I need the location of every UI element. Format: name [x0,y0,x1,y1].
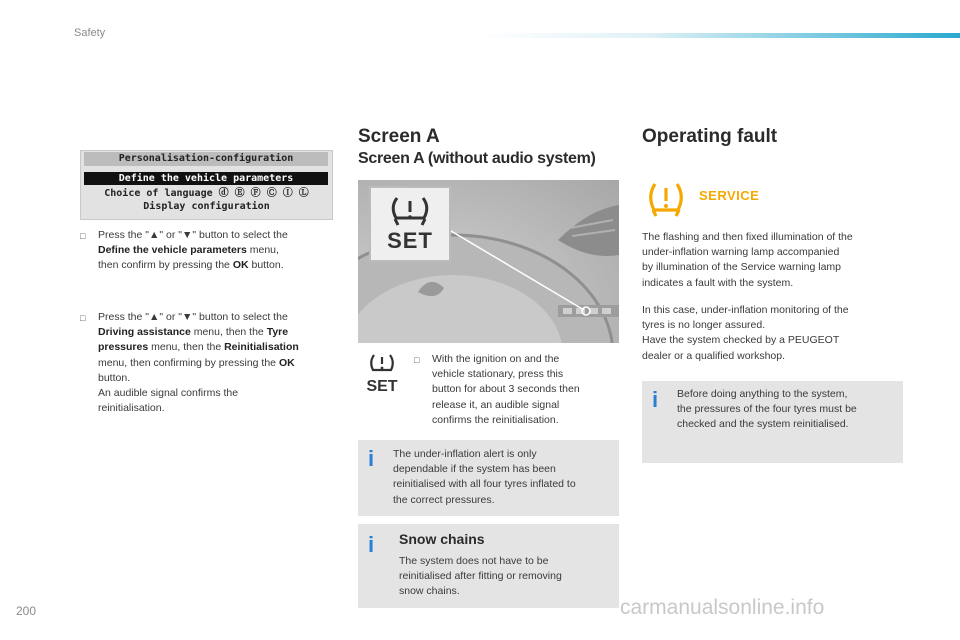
set-icon-label: SET [366,378,398,395]
watermark: carmanualsonline.info [620,596,825,619]
square-bullet-icon: □ [414,355,420,365]
set-button-illustration [369,186,451,262]
operating-fault-heading: Operating fault [642,126,778,147]
square-bullet-icon: □ [80,231,86,241]
step-press-set-button: With the ignition on and the vehicle stationary, press this button for about 3 seconds then release it, an audible signal confirms the reinitialisation. [432,353,580,426]
header-accent-bar [480,33,960,38]
set-label: SET [387,228,433,253]
snow-chains-title: Snow chains [399,531,485,547]
info-box-snow-chains [358,524,619,608]
info-box-before-reinitialising [642,381,903,463]
info-icon: i [368,446,375,471]
page-number: 200 [16,604,37,618]
lcd-title: Personalisation-configuration [84,152,328,166]
lcd-display-line: Display configuration [143,201,270,212]
screen-a-heading: Screen A [358,126,440,147]
step-select-reinitialisation: Press the "▲" or "▼" button to select the Driving assistance menu, then the Tyre pressures menu, then the Reinitialisation menu, then confirming by pressing the OK button. An audible signal confirms the reinitialisation. [98,311,299,415]
service-warning-label: SERVICE [699,188,760,203]
fault-description: The flashing and then fixed illumination of the under-inflation warning lamp accompanied by illumination of the Service warning lamp indicates a fault with the system. [642,231,853,289]
info-text: The under-inflation alert is only dependable if the system has been reinitialised with all four tyres inflated to the correct pressures. [393,448,576,506]
lcd-language-line: Choice of language ⓓ Ⓔ Ⓕ Ⓒ Ⓘ Ⓛ [104,188,309,199]
lcd-selected-item: Define the vehicle parameters [84,172,328,185]
set-button-icon [364,352,400,398]
tyre-pressure-warning-icon [644,180,688,220]
info-text: Before doing anything to the system, the pressures of the four tyres must be checked and the system reinitialised. [677,388,857,431]
section-title: Safety [74,27,106,39]
tyre-warning-drawing [644,180,688,220]
info-box-alert-dependability [358,440,619,516]
info-icon: i [652,387,659,412]
info-icon: i [368,532,375,557]
step-select-vehicle-parameters: Press the "▲" or "▼" button to select the Define the vehicle parameters menu, then confirm by pressing the OK button. [98,229,288,272]
fault-action: In this case, under-inflation monitoring of the tyres is no longer assured. Have the system checked by a PEUGEOT dealer or a qualified workshop. [642,304,849,362]
snow-chains-text: The system does not have to be reinitialised after fitting or removing snow chains. [399,555,562,598]
lcd-screen-illustration [80,150,333,220]
screen-a-subheading: Screen A (without audio system) [358,150,596,167]
square-bullet-icon: □ [80,313,86,323]
tyre-pressure-icon [364,352,400,378]
